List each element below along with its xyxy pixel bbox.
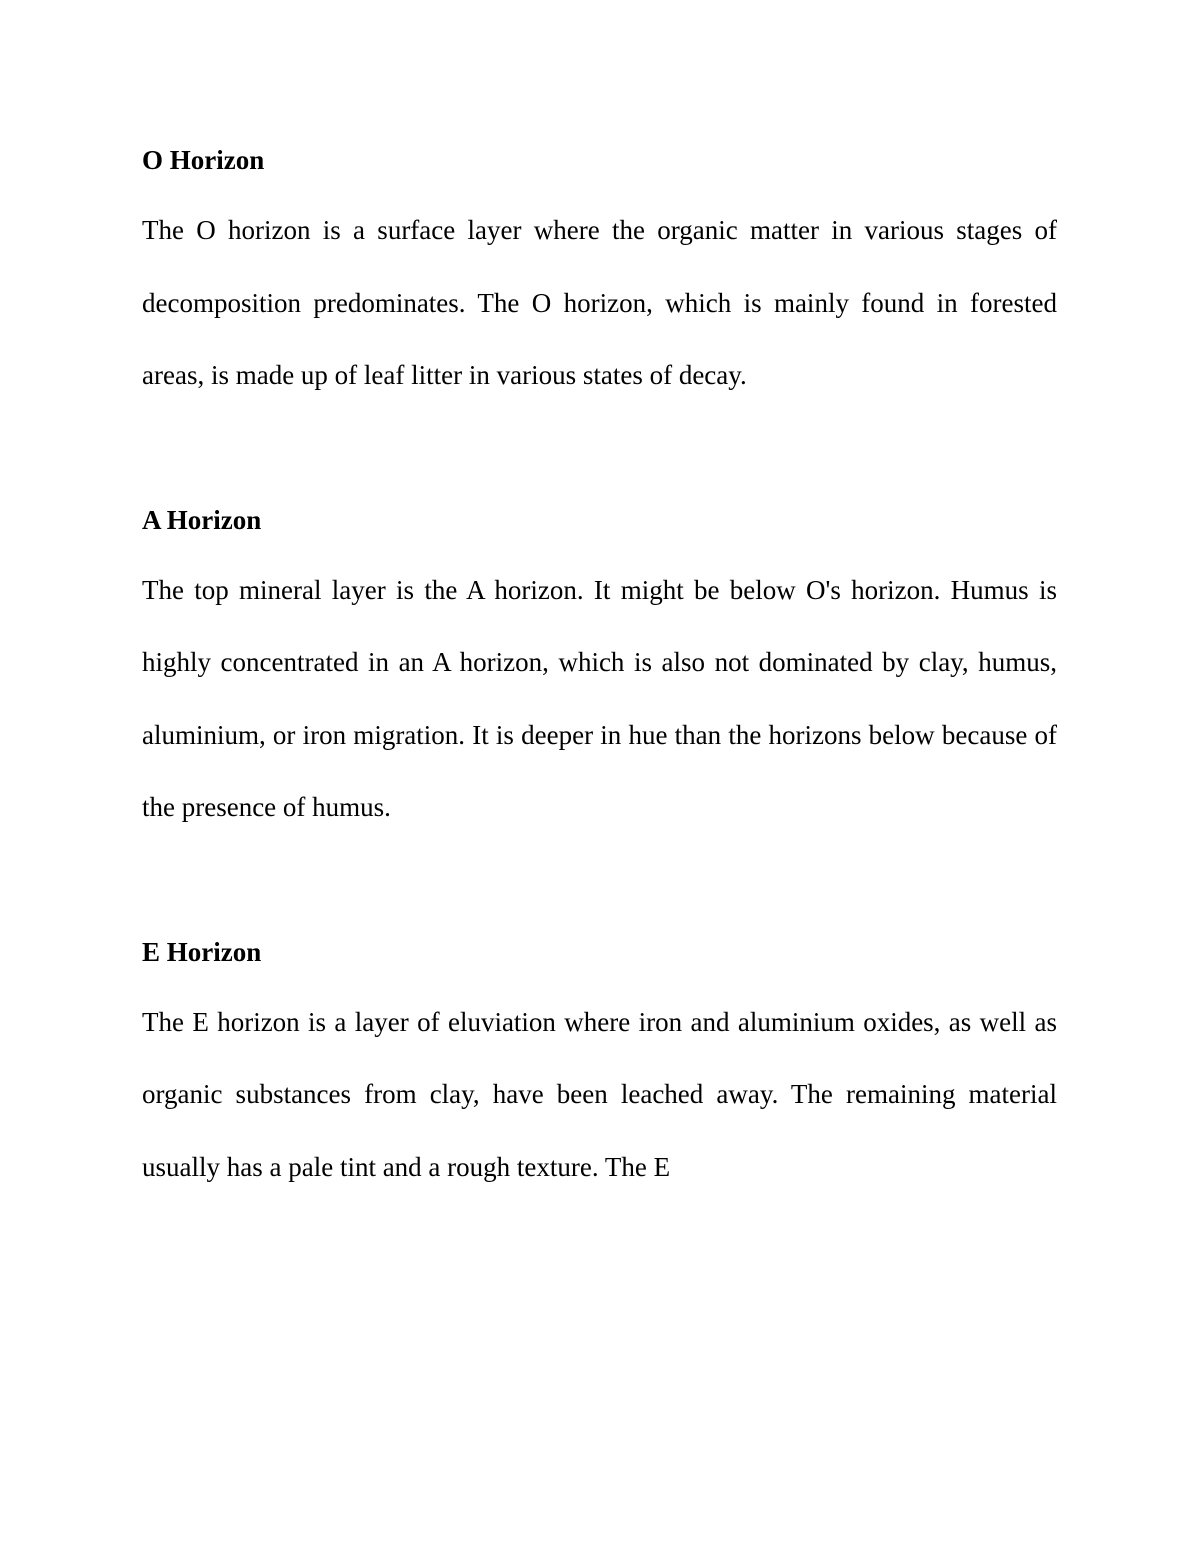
section-paragraph: The top mineral layer is the A horizon. It might be below O's horizon. Humus is highly concentrated in an A horizon, which is also not dominated by clay, humus, aluminium, or iron migration. It is deeper in hue than the horizons below because of the presence of humus. <box>142 574 1057 822</box>
section-heading: E Horizon <box>142 936 262 967</box>
section-heading: A Horizon <box>142 504 262 535</box>
section-paragraph: The E horizon is a layer of eluviation where iron and aluminium oxides, as well as organic substances from clay, have been leached away. The remaining material usually has a pale tint and a rough texture. The E <box>142 1006 1057 1182</box>
section-e-horizon <box>142 930 1057 1204</box>
section-a-horizon <box>142 498 1057 844</box>
section-paragraph: The O horizon is a surface layer where the organic matter in various stages of decomposition predominates. The O horizon, which is mainly found in forested areas, is made up of leaf litter in various states of decay. <box>142 215 1057 390</box>
section-heading: O Horizon <box>142 145 265 175</box>
document-content <box>142 138 1057 1203</box>
section-o-horizon <box>142 138 1057 412</box>
